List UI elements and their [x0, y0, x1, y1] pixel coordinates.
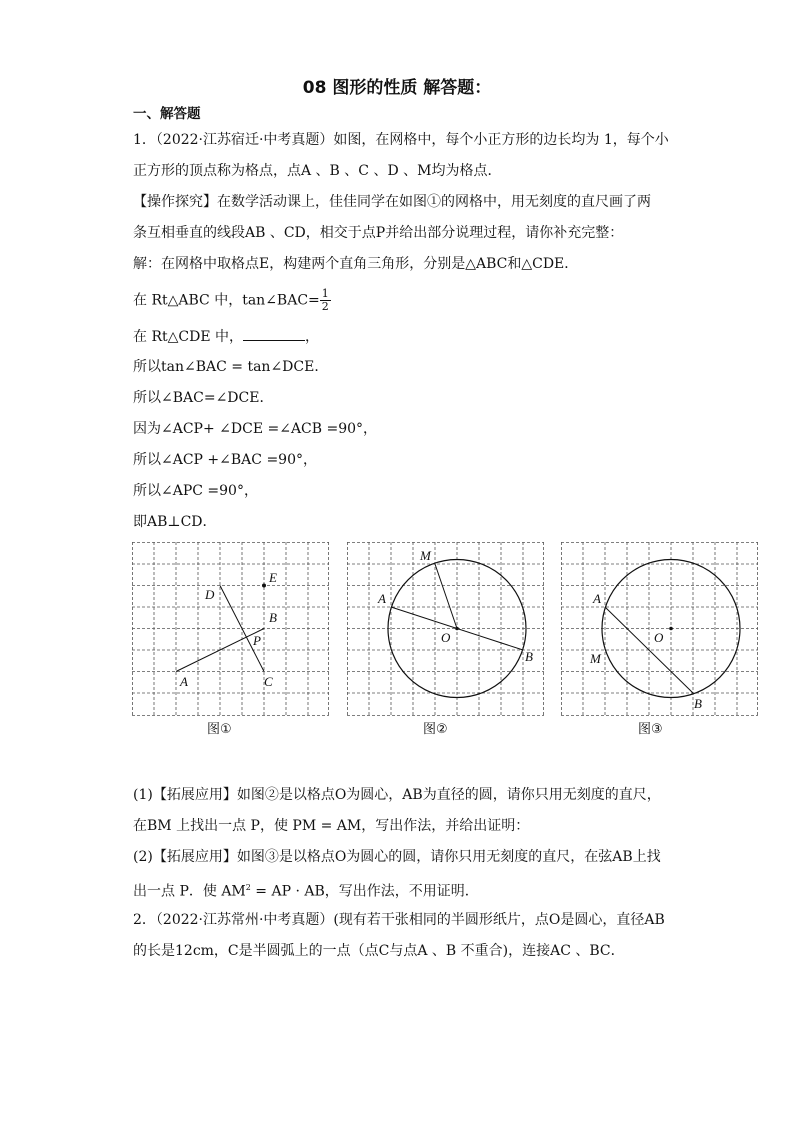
q1-line7-end: ，: [305, 329, 319, 345]
q1-line2: 正方形的顶点称为格点，点A 、B 、C 、D 、M均为格点．: [133, 163, 502, 179]
center-o: [669, 627, 673, 631]
figure-2: [347, 542, 544, 716]
q1-sub2-line2: [133, 878, 479, 902]
label-b: B: [525, 649, 533, 664]
fraction: [320, 288, 331, 313]
q1-line8: 所以tan∠BAC = tan∠DCE．: [133, 359, 329, 375]
q2-line2: 的长是12cm，C是半圆弧上的一点（点C与点A 、B 不重合)，连接AC 、BC．: [133, 943, 625, 959]
label-o: O: [441, 630, 451, 645]
page-title: 08 图形的性质 解答题：: [302, 78, 492, 98]
q1-sub1-line1: (1)【拓展应用】如图②是以格点O为圆心，AB为直径的圆，请你只用无刻度的直尺，: [133, 787, 661, 803]
label-m: M: [420, 548, 431, 563]
q1-line7: [133, 326, 319, 347]
section-heading: 一、解答题: [133, 106, 201, 122]
q1-line9: 所以∠BAC=∠DCE．: [133, 390, 274, 406]
label-a: A: [378, 591, 386, 606]
q1-line6: [133, 288, 331, 313]
q1-line5: 解：在网格中取格点E，构建两个直角三角形，分别是△ABC和△CDE．: [133, 256, 579, 272]
fig2-grid: [347, 542, 544, 716]
answer-blank[interactable]: [243, 326, 305, 341]
figure-2-caption: 图②: [423, 722, 448, 737]
center-o: [455, 627, 459, 631]
q1-line11: 所以∠ACP +∠BAC =90°，: [133, 452, 317, 468]
q2-line1: 2．（2022·江苏常州·中考真题）(现有若干张相同的半圆形纸片，点O是圆心，直径AB: [133, 912, 665, 928]
q1-line4: 条互相垂直的线段AB 、CD，相交于点P并给出部分说理过程，请你补充完整：: [133, 225, 624, 241]
point-e: [262, 584, 266, 588]
q1-sub2-text-end: = AP · AB，写出作法，不用证明．: [250, 883, 479, 900]
label-c: C: [264, 674, 273, 689]
figure-3: [561, 542, 758, 716]
fig1-grid: [132, 542, 329, 716]
q1-line7-text: 在 Rt△CDE 中，: [133, 329, 243, 345]
figure-1-caption: 图①: [207, 722, 232, 737]
label-a: A: [593, 591, 601, 606]
label-p: P: [253, 633, 261, 648]
label-a: A: [180, 674, 188, 689]
q1-line10: 因为∠ACP+ ∠DCE =∠ACB =90°，: [133, 421, 378, 437]
q1-line13: 即AB⊥CD．: [133, 514, 217, 530]
label-o: O: [654, 630, 664, 645]
fraction-numerator: 1: [321, 287, 329, 300]
exponent: 2: [245, 883, 251, 892]
label-m: M: [590, 651, 601, 666]
segment-om: [435, 564, 457, 629]
label-b: B: [694, 696, 702, 711]
q1-sub2-line1: (2)【拓展应用】如图③是以格点O为圆心的圆，请你只用无刻度的直尺，在弦AB上找: [133, 849, 661, 865]
label-d: D: [205, 587, 215, 602]
fraction-denominator: 2: [321, 300, 329, 313]
label-e: E: [269, 570, 277, 585]
q1-sub1-line2: 在BM 上找出一点 P，使 PM = AM，写出作法，并给出证明：: [133, 818, 530, 834]
fig3-grid: [561, 542, 758, 716]
q1-line1: 1．（2022·江苏宿迁·中考真题）如图，在网格中，每个小正方形的边长均为 1，每个小: [133, 132, 669, 148]
figure-1: [132, 542, 329, 716]
q1-sub2-text: 出一点 P．使 AM: [133, 883, 246, 900]
q1-line6-text: 在 Rt△ABC 中，tan∠BAC=: [133, 292, 320, 309]
figure-3-caption: 图③: [638, 722, 663, 737]
q1-line3: 【操作探究】在数学活动课上，佳佳同学在如图①的网格中，用无刻度的直尺画了两: [133, 194, 651, 210]
label-b: B: [269, 610, 277, 625]
q1-line12: 所以∠APC =90°，: [133, 483, 258, 499]
